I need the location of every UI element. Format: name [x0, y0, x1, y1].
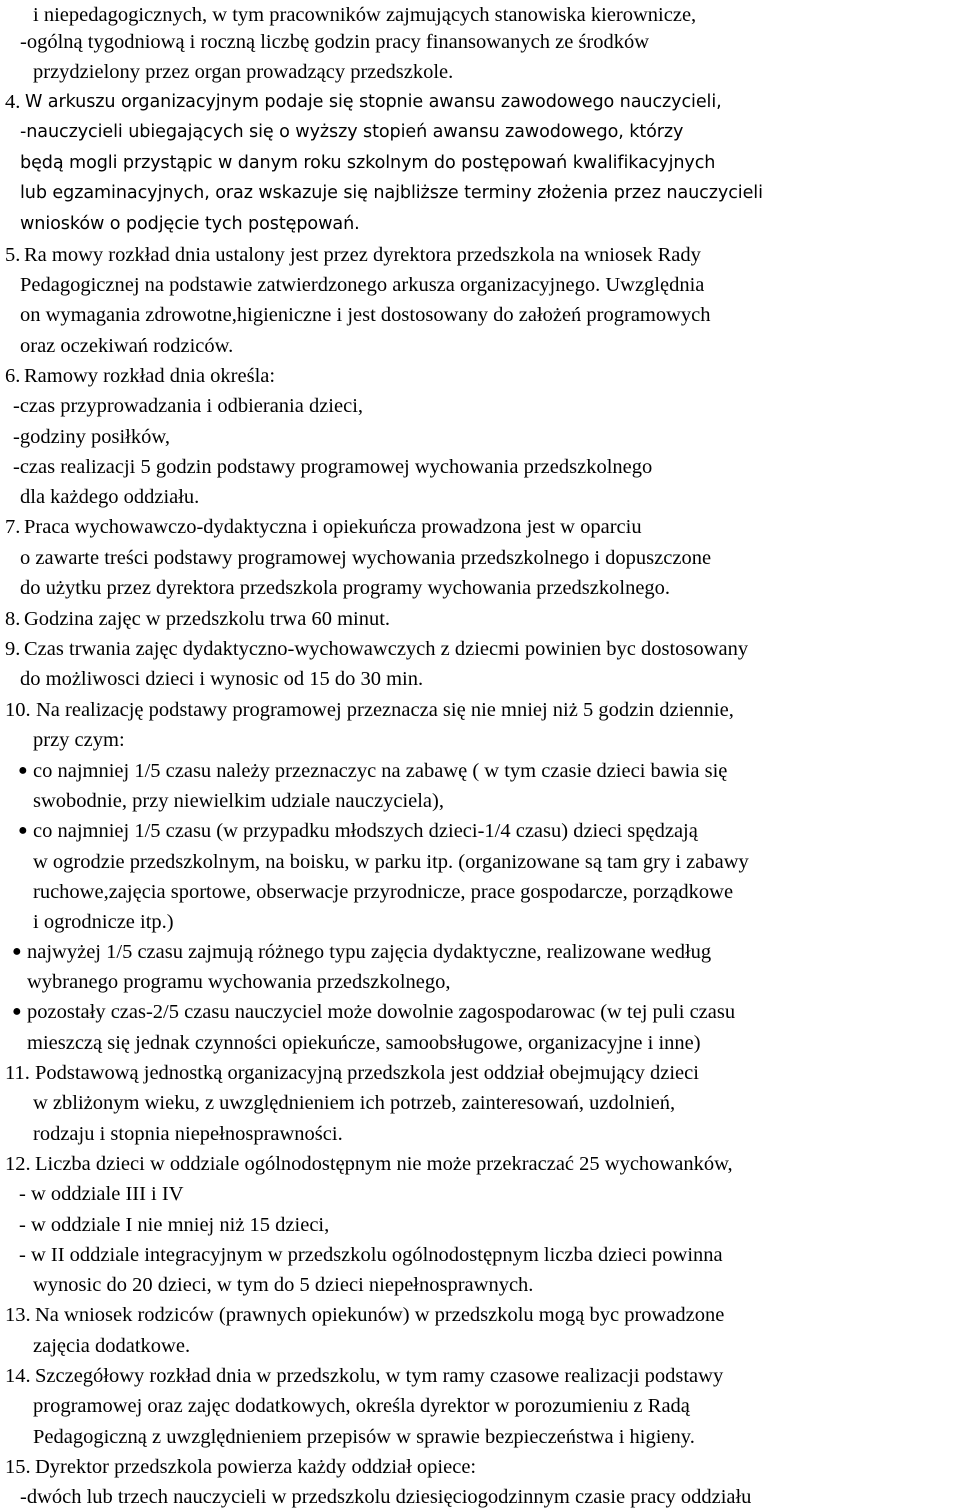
list-number: 13.: [5, 1304, 31, 1326]
bullet-icon: ●: [12, 943, 22, 960]
text-line: Na wniosek rodziców (prawnych opiekunów) w przedszkolu mogą byc prowadzone: [35, 1304, 725, 1326]
bullet-icon: ●: [12, 1003, 22, 1020]
text-line: wynosic do 20 dzieci, w tym do 5 dzieci niepełnosprawnych.: [33, 1274, 534, 1296]
text-line: - w oddziale I nie mniej niż 15 dzieci,: [19, 1214, 330, 1236]
text-line: Dyrektor przedszkola powierza każdy oddział opiece:: [35, 1456, 477, 1478]
text-line: przydzielony przez organ prowadzący przedszkole.: [33, 61, 454, 83]
list-number: 7.: [5, 516, 21, 538]
text-line: oraz oczekiwań rodziców.: [20, 335, 234, 357]
text-line: Liczba dzieci w oddziale ogólnodostępnym nie może przekraczać 25 wychowanków,: [35, 1153, 733, 1175]
text-line: do użytku przez dyrektora przedszkola programy wychowania przedszkolnego.: [20, 577, 671, 599]
text-line: dla każdego oddziału.: [20, 486, 200, 508]
text-line: Pedagogicznej na podstawie zatwierdzonego arkusza organizacyjnego. Uwzględnia: [20, 274, 705, 296]
text-line: przy czym:: [33, 729, 125, 751]
text-line: Pedagogiczną z uwzględnieniem przepisów w sprawie bezpieczeństwa i higieny.: [33, 1426, 695, 1448]
text-line: programowej oraz zajęc dodatkowych, określa dyrektor w porozumieniu z Radą: [33, 1395, 690, 1417]
text-line: co najmniej 1/5 czasu należy przeznaczyc na zabawę ( w tym czasie dzieci bawia się: [33, 760, 728, 782]
text-line: co najmniej 1/5 czasu (w przypadku młodszych dzieci-1/4 czasu) dzieci spędzają: [33, 820, 698, 842]
list-number: 15.: [5, 1456, 31, 1478]
text-line: Na realizację podstawy programowej przeznacza się nie mniej niż 5 godzin dziennie,: [36, 699, 734, 721]
text-line: ruchowe,zajęcia sportowe, obserwacje przyrodnicze, prace gospodarcze, porządkowe: [33, 881, 734, 903]
list-number: 11.: [5, 1062, 30, 1084]
text-line: do możliwosci dzieci i wynosic od 15 do 30 min.: [20, 668, 424, 690]
text-line: Ramowy rozkład dnia określa:: [24, 365, 276, 387]
text-line: -czas realizacji 5 godzin podstawy programowej wychowania przedszkolnego: [13, 456, 653, 478]
text-line: lub egzaminacyjnych, oraz wskazuje się najbliższe terminy złożenia przez nauczycieli: [20, 183, 763, 203]
text-line: będą mogli przystąpic w danym roku szkolnym do postępowań kwalifikacyjnych: [20, 153, 716, 173]
text-line: swobodnie, przy niewielkim udziale nauczyciela),: [33, 790, 444, 812]
list-number: 10.: [5, 699, 31, 721]
text-line: pozostały czas-2/5 czasu nauczyciel może dowolnie zagospodarowac (w tej puli czasu: [27, 1001, 736, 1023]
text-line: zajęcia dodatkowe.: [33, 1335, 191, 1357]
text-line: -nauczycieli ubiegających się o wyższy stopień awansu zawodowego, którzy: [20, 122, 684, 142]
list-number: 12.: [5, 1153, 31, 1175]
list-number: 9.: [5, 638, 21, 660]
text-line: on wymagania zdrowotne,higieniczne i jest dostosowany do założeń programowych: [20, 304, 711, 326]
list-number: 5.: [5, 244, 21, 266]
text-line: Szczegółowy rozkład dnia w przedszkolu, w tym ramy czasowe realizacji podstawy: [35, 1365, 724, 1387]
text-line: i ogrodnicze itp.): [33, 911, 174, 933]
text-line: W arkuszu organizacyjnym podaje się stopnie awansu zawodowego nauczycieli,: [25, 92, 722, 112]
list-number: 8.: [5, 608, 21, 630]
bullet-icon: ●: [18, 822, 28, 839]
text-line: -godziny posiłków,: [13, 426, 170, 448]
text-line: najwyżej 1/5 czasu zajmują różnego typu zajęcia dydaktyczne, realizowane według: [27, 941, 712, 963]
text-line: wybranego programu wychowania przedszkolnego,: [27, 971, 451, 993]
text-line: -ogólną tygodniową i roczną liczbę godzin pracy finansowanych ze środków: [20, 31, 650, 53]
text-line: wniosków o podjęcie tych postępowań.: [20, 214, 360, 234]
text-line: -dwóch lub trzech nauczycieli w przedszkolu dziesięciogodzinnym czasie pracy oddziału: [20, 1486, 752, 1508]
text-line: Praca wychowawczo-dydaktyczna i opiekuńcza prowadzona jest w oparciu: [24, 516, 642, 538]
text-line: -czas przyprowadzania i odbierania dzieci,: [13, 395, 364, 417]
list-number: 4.: [5, 91, 21, 113]
text-line: Ra mowy rozkład dnia ustalony jest przez dyrektora przedszkola na wniosek Rady: [24, 244, 701, 266]
text-line: Czas trwania zajęc dydaktyczno-wychowawczych z dziecmi powinien byc dostosowany: [24, 638, 749, 660]
text-line: w ogrodzie przedszkolnym, na boisku, w parku itp. (organizowane są tam gry i zabawy: [33, 851, 749, 873]
text-line: w zbliżonym wieku, z uwzględnieniem ich potrzeb, zainteresowań, uzdolnień,: [33, 1092, 676, 1114]
text-line: - w oddziale III i IV: [19, 1183, 184, 1205]
bullet-icon: ●: [18, 762, 28, 779]
list-number: 14.: [5, 1365, 31, 1387]
text-line: mieszczą się jednak czynności opiekuńcze, samoobsługowe, organizacyjne i inne): [27, 1032, 701, 1054]
text-line: i niepedagogicznych, w tym pracowników zajmujących stanowiska kierownicze,: [33, 4, 697, 26]
text-line: rodzaju i stopnia niepełnosprawności.: [33, 1123, 343, 1145]
text-line: - w II oddziale integracyjnym w przedszkolu ogólnodostępnym liczba dzieci powinna: [19, 1244, 723, 1266]
text-line: o zawarte treści podstawy programowej wychowania przedszkolnego i dopuszczone: [20, 547, 712, 569]
text-line: Godzina zajęc w przedszkolu trwa 60 minut.: [24, 608, 391, 630]
text-line: Podstawową jednostką organizacyjną przedszkola jest oddział obejmujący dzieci: [35, 1062, 699, 1084]
list-number: 6.: [5, 365, 21, 387]
